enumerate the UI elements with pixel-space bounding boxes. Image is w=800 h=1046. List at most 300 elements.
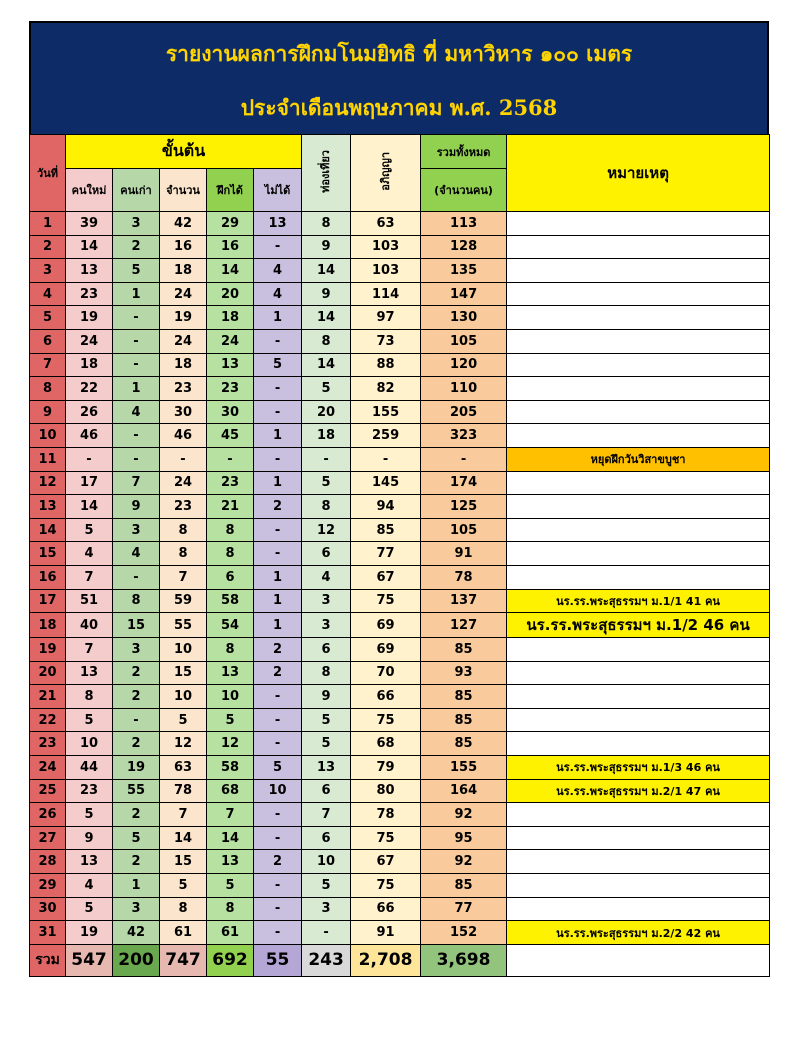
old-cell: 2 [113,803,160,827]
count-cell: 5 [160,708,207,732]
total-cell: 95 [421,826,507,850]
old-cell: 3 [113,212,160,236]
total-cell: 125 [421,495,507,519]
tour-cell: 5 [302,708,351,732]
not-trained-cell: 1 [254,589,302,613]
remark-cell: นร.รร.พระสุธรรมฯ ม.1/1 41 คน [507,589,770,613]
remark-cell [507,282,770,306]
total-cell: 93 [421,661,507,685]
advanced-cell: 66 [351,897,421,921]
new-people-header: คนใหม่ [66,169,113,212]
tour-cell: 3 [302,613,351,638]
new-cell: 24 [66,329,113,353]
trained-cell: 58 [207,589,254,613]
total-cell: 85 [421,708,507,732]
advanced-cell: 259 [351,424,421,448]
advanced-cell: 82 [351,377,421,401]
remark-cell [507,235,770,259]
total-cell: 105 [421,329,507,353]
table-row [30,353,770,377]
table-row [30,329,770,353]
total-cell: 105 [421,518,507,542]
tour-cell: 6 [302,779,351,803]
total-cell: 78 [421,565,507,589]
new-cell: 7 [66,565,113,589]
new-cell: 4 [66,542,113,566]
not-trained-cell: - [254,542,302,566]
new-cell: 9 [66,826,113,850]
total-advanced: 2,708 [351,944,421,976]
day-cell: 21 [30,685,66,709]
tour-cell: 12 [302,518,351,542]
total-cell: 113 [421,212,507,236]
basic-level-header: ขั้นต้น [66,135,302,169]
total-cell: 174 [421,471,507,495]
report-title: รายงานผลการฝึกมโนมยิทธิ ที่ มหาวิหาร ๑๐๐ เมตร [165,41,633,66]
totals-remark [507,944,770,976]
new-cell: 19 [66,306,113,330]
tour-cell: 8 [302,661,351,685]
total-cell: 128 [421,235,507,259]
new-cell: 23 [66,282,113,306]
tour-cell: 14 [302,353,351,377]
advanced-cell: 69 [351,613,421,638]
advanced-cell: 69 [351,638,421,662]
trained-cell: 45 [207,424,254,448]
new-cell: 46 [66,424,113,448]
count-cell: 42 [160,212,207,236]
total-old: 200 [113,944,160,976]
trained-cell: 24 [207,329,254,353]
trained-cell: 13 [207,850,254,874]
old-cell: 3 [113,518,160,542]
old-cell: - [113,447,160,471]
not-trained-cell: - [254,874,302,898]
day-cell: 22 [30,708,66,732]
tour-cell: 8 [302,495,351,519]
not-trained-cell: - [254,708,302,732]
tour-cell: 20 [302,400,351,424]
tour-cell: 6 [302,638,351,662]
not-trained-cell: 1 [254,306,302,330]
count-cell: 59 [160,589,207,613]
total-cell: 155 [421,756,507,780]
remark-cell [507,708,770,732]
trained-cell: 21 [207,495,254,519]
day-cell: 25 [30,779,66,803]
total-cell: 323 [421,424,507,448]
new-cell: 40 [66,613,113,638]
count-cell: 7 [160,565,207,589]
table-row [30,661,770,685]
old-cell: - [113,306,160,330]
advanced-cell: 73 [351,329,421,353]
advanced-cell: 68 [351,732,421,756]
remark-cell [507,638,770,662]
trained-cell: 13 [207,661,254,685]
remark-cell [507,424,770,448]
trained-cell: 12 [207,732,254,756]
not-trained-cell: 2 [254,638,302,662]
tour-cell: 9 [302,282,351,306]
tour-cell: 5 [302,471,351,495]
not-trained-cell: 2 [254,661,302,685]
not-trained-cell: 1 [254,424,302,448]
day-cell: 31 [30,921,66,945]
report-sheet [29,21,769,977]
day-cell: 16 [30,565,66,589]
advanced-cell: 70 [351,661,421,685]
table-row [30,447,770,471]
old-cell: 42 [113,921,160,945]
new-cell: 4 [66,874,113,898]
trained-cell: 54 [207,613,254,638]
old-cell: - [113,708,160,732]
total-count: 747 [160,944,207,976]
new-cell: 5 [66,803,113,827]
trained-cell: 16 [207,235,254,259]
totals-row [30,944,770,976]
remark-cell [507,471,770,495]
new-cell: 5 [66,708,113,732]
old-cell: 1 [113,874,160,898]
new-cell: 51 [66,589,113,613]
day-header: วันที่ [30,135,66,212]
table-row [30,613,770,638]
tour-cell: 8 [302,212,351,236]
not-trained-cell: - [254,329,302,353]
day-cell: 7 [30,353,66,377]
trained-cell: 30 [207,400,254,424]
day-cell: 11 [30,447,66,471]
remark-cell: นร.รร.พระสุธรรมฯ ม.1/2 46 คน [507,613,770,638]
grand-total: 3,698 [421,944,507,976]
old-cell: 2 [113,850,160,874]
advanced-cell: - [351,447,421,471]
remark-cell: นร.รร.พระสุธรรมฯ ม.2/2 42 คน [507,921,770,945]
total-cell: 137 [421,589,507,613]
count-cell: 23 [160,495,207,519]
not-trained-cell: 1 [254,565,302,589]
day-cell: 30 [30,897,66,921]
new-cell: 5 [66,518,113,542]
advanced-cell: 94 [351,495,421,519]
total-cell: 152 [421,921,507,945]
day-cell: 5 [30,306,66,330]
old-cell: - [113,565,160,589]
new-cell: 23 [66,779,113,803]
day-cell: 24 [30,756,66,780]
new-cell: 13 [66,850,113,874]
tour-cell: 5 [302,377,351,401]
remark-cell: นร.รร.พระสุธรรมฯ ม.1/3 46 คน [507,756,770,780]
advanced-cell: 114 [351,282,421,306]
count-cell: 7 [160,803,207,827]
total-cell: 92 [421,850,507,874]
tour-cell: 9 [302,685,351,709]
day-cell: 29 [30,874,66,898]
count-cell: 18 [160,353,207,377]
day-cell: 12 [30,471,66,495]
total-new: 547 [66,944,113,976]
trained-cell: 20 [207,282,254,306]
table-row [30,589,770,613]
not-trained-cell: 5 [254,756,302,780]
old-cell: 3 [113,638,160,662]
new-cell: 19 [66,921,113,945]
advanced-cell: 91 [351,921,421,945]
old-people-header: คนเก่า [113,169,160,212]
total-cell: 85 [421,874,507,898]
new-cell: 7 [66,638,113,662]
not-trained-cell: - [254,447,302,471]
trained-cell: 23 [207,471,254,495]
table-row [30,850,770,874]
count-cell: 15 [160,850,207,874]
new-cell: 10 [66,732,113,756]
total-cell: 130 [421,306,507,330]
table-row [30,732,770,756]
table-row [30,282,770,306]
total-trained: 692 [207,944,254,976]
total-cell: 77 [421,897,507,921]
total-cell: 135 [421,259,507,283]
count-cell: 30 [160,400,207,424]
new-cell: 14 [66,235,113,259]
tour-cell: 14 [302,259,351,283]
day-cell: 19 [30,638,66,662]
advanced-cell: 79 [351,756,421,780]
remark-cell: หยุดฝึกวันวิสาขบูชา [507,447,770,471]
table-body [30,212,770,945]
table-row [30,259,770,283]
tour-cell: - [302,921,351,945]
day-cell: 20 [30,661,66,685]
new-cell: 5 [66,897,113,921]
table-row [30,377,770,401]
count-cell: 55 [160,613,207,638]
day-cell: 18 [30,613,66,638]
old-cell: 15 [113,613,160,638]
not-trained-cell: - [254,921,302,945]
trained-header: ฝึกได้ [207,169,254,212]
trained-cell: 8 [207,518,254,542]
day-cell: 23 [30,732,66,756]
advanced-cell: 67 [351,565,421,589]
old-cell: 4 [113,400,160,424]
not-trained-cell: - [254,400,302,424]
not-trained-cell: 10 [254,779,302,803]
new-cell: 44 [66,756,113,780]
not-trained-cell: 4 [254,282,302,306]
new-cell: 39 [66,212,113,236]
total-header-top: รวมทั้งหมด [421,135,507,169]
tour-cell: 5 [302,874,351,898]
table-row [30,708,770,732]
day-cell: 27 [30,826,66,850]
old-cell: - [113,353,160,377]
total-tour: 243 [302,944,351,976]
not-trained-cell: - [254,377,302,401]
remark-cell [507,259,770,283]
old-cell: - [113,424,160,448]
header-row-1 [30,135,770,169]
count-cell: 12 [160,732,207,756]
new-cell: 13 [66,661,113,685]
old-cell: 1 [113,377,160,401]
count-cell: 8 [160,897,207,921]
trained-cell: 14 [207,259,254,283]
trained-cell: 14 [207,826,254,850]
advanced-cell: 155 [351,400,421,424]
trained-cell: 8 [207,638,254,662]
day-cell: 9 [30,400,66,424]
trained-cell: 10 [207,685,254,709]
trained-cell: 8 [207,542,254,566]
total-cell: 85 [421,638,507,662]
tour-cell: 3 [302,897,351,921]
trained-cell: 5 [207,708,254,732]
count-cell: 18 [160,259,207,283]
remark-cell [507,377,770,401]
advanced-cell: 66 [351,685,421,709]
remark-cell [507,874,770,898]
count-cell: 10 [160,685,207,709]
remark-cell [507,897,770,921]
tour-cell: 7 [302,803,351,827]
not-trained-cell: 13 [254,212,302,236]
count-cell: 78 [160,779,207,803]
old-cell: 19 [113,756,160,780]
new-cell: - [66,447,113,471]
remark-cell: นร.รร.พระสุธรรมฯ ม.2/1 47 คน [507,779,770,803]
remark-cell [507,495,770,519]
remark-cell [507,353,770,377]
total-not-trained: 55 [254,944,302,976]
remark-cell [507,803,770,827]
total-cell: 205 [421,400,507,424]
advanced-cell: 97 [351,306,421,330]
day-cell: 28 [30,850,66,874]
day-cell: 4 [30,282,66,306]
day-cell: 2 [30,235,66,259]
count-cell: 46 [160,424,207,448]
remark-cell [507,850,770,874]
not-trained-cell: - [254,897,302,921]
table-row [30,756,770,780]
remark-cell [507,565,770,589]
old-cell: 2 [113,685,160,709]
table-row [30,874,770,898]
table-row [30,921,770,945]
count-cell: - [160,447,207,471]
tour-cell: 5 [302,732,351,756]
day-cell: 14 [30,518,66,542]
trained-cell: 8 [207,897,254,921]
total-cell: 85 [421,685,507,709]
not-trained-cell: 1 [254,613,302,638]
table-row [30,685,770,709]
day-cell: 6 [30,329,66,353]
old-cell: 1 [113,282,160,306]
count-cell: 23 [160,377,207,401]
new-cell: 26 [66,400,113,424]
tour-cell: 18 [302,424,351,448]
trained-cell: 7 [207,803,254,827]
remark-cell [507,518,770,542]
day-cell: 8 [30,377,66,401]
day-cell: 26 [30,803,66,827]
remark-cell [507,732,770,756]
count-cell: 8 [160,542,207,566]
total-cell: 91 [421,542,507,566]
total-cell: 127 [421,613,507,638]
table-row [30,803,770,827]
table-row [30,897,770,921]
not-trained-cell: 2 [254,495,302,519]
not-trained-cell: - [254,518,302,542]
advanced-cell: 75 [351,708,421,732]
remark-cell [507,306,770,330]
not-trained-cell: - [254,732,302,756]
trained-cell: 29 [207,212,254,236]
remark-cell [507,329,770,353]
training-report-table [29,134,770,977]
remark-cell [507,661,770,685]
advanced-cell: 103 [351,235,421,259]
old-cell: 3 [113,897,160,921]
new-cell: 8 [66,685,113,709]
advanced-cell: 63 [351,212,421,236]
remark-cell [507,212,770,236]
remark-cell [507,685,770,709]
total-cell: 110 [421,377,507,401]
old-cell: 5 [113,259,160,283]
trained-cell: 23 [207,377,254,401]
report-subtitle: ประจำเดือนพฤษภาคม พ.ศ. 2568 [240,95,558,120]
total-cell: 92 [421,803,507,827]
day-cell: 15 [30,542,66,566]
not-trained-cell: - [254,826,302,850]
total-cell: 147 [421,282,507,306]
tour-cell: 6 [302,826,351,850]
not-trained-header: ไม่ได้ [254,169,302,212]
not-trained-cell: 4 [254,259,302,283]
not-trained-cell: - [254,235,302,259]
trained-cell: 13 [207,353,254,377]
remark-cell [507,542,770,566]
advanced-cell: 75 [351,874,421,898]
trained-cell: 61 [207,921,254,945]
remark-cell [507,826,770,850]
count-cell: 63 [160,756,207,780]
day-cell: 17 [30,589,66,613]
tour-cell: 3 [302,589,351,613]
not-trained-cell: - [254,685,302,709]
tour-cell: 9 [302,235,351,259]
tour-cell: - [302,447,351,471]
tour-cell: 13 [302,756,351,780]
old-cell: 2 [113,661,160,685]
table-row [30,212,770,236]
table-row [30,826,770,850]
advanced-header: อภิญญา [351,135,421,212]
not-trained-cell: - [254,803,302,827]
tour-cell: 6 [302,542,351,566]
day-cell: 10 [30,424,66,448]
advanced-cell: 75 [351,589,421,613]
count-cell: 61 [160,921,207,945]
